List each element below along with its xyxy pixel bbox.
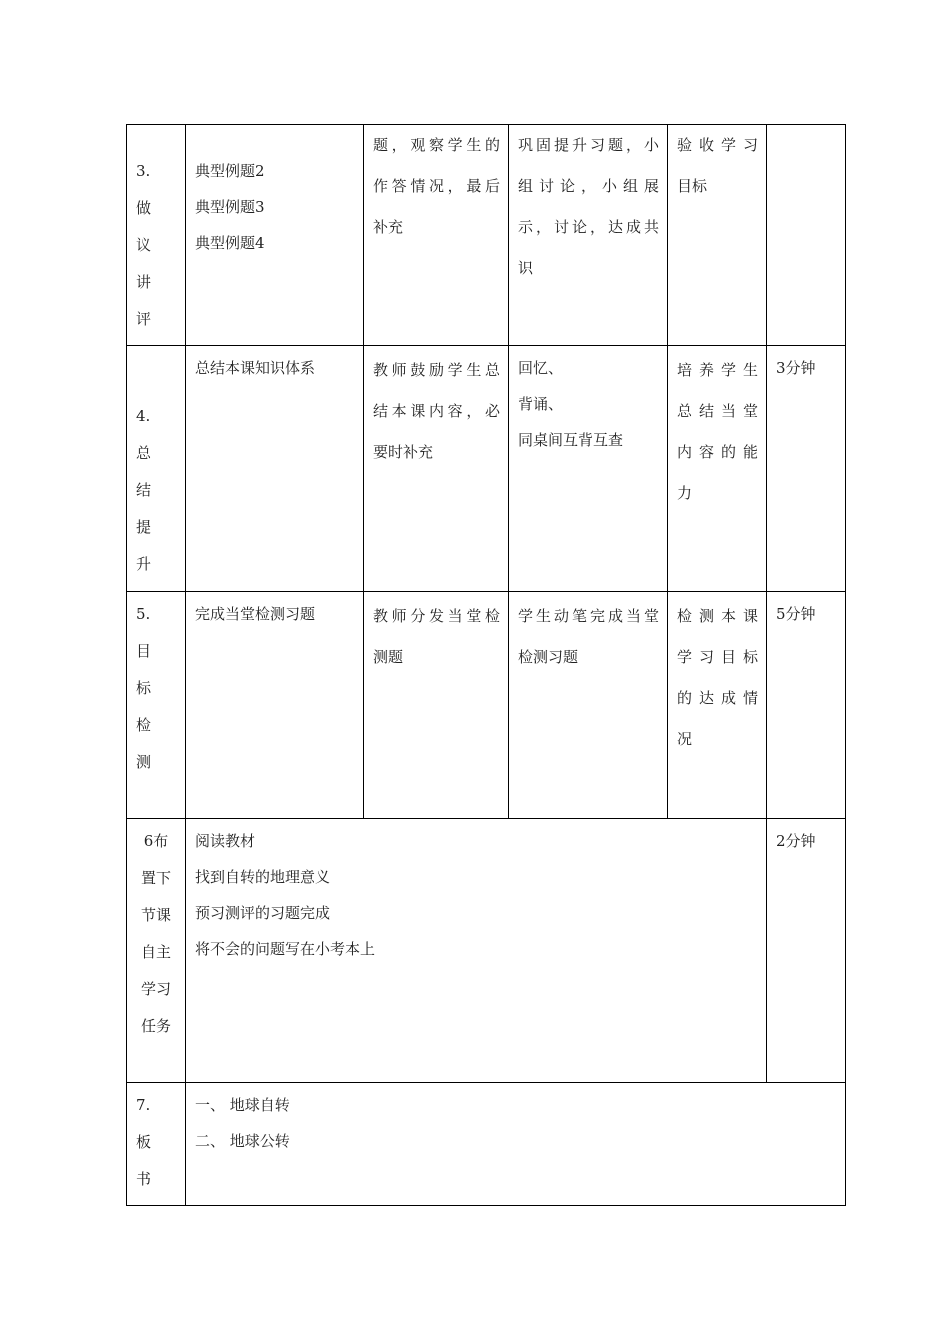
- student-text: 巩固提升习题，小: [518, 136, 659, 154]
- content-cell: [186, 592, 364, 819]
- content-text: 典型例题3: [195, 198, 265, 216]
- student-text: 组讨论，小组展: [518, 177, 659, 195]
- student-text: 学生动笔完成当堂: [518, 607, 659, 625]
- teacher-text: 要时补充: [373, 443, 434, 461]
- teacher-text: 测题: [373, 648, 404, 666]
- table-row: [127, 1083, 846, 1206]
- board-text: 二、 地球公转: [195, 1132, 290, 1150]
- teacher-activity-cell: [364, 592, 509, 819]
- stage-cell: [127, 125, 186, 346]
- teacher-text: 教师鼓励学生总: [373, 361, 500, 379]
- stage-text: 4.: [136, 407, 151, 425]
- content-text: 完成当堂检测习题: [195, 605, 316, 623]
- intent-text: 目标: [677, 177, 708, 195]
- stage-text: 讲: [136, 273, 152, 291]
- stage-cell: [127, 346, 186, 592]
- student-activity-cell: [509, 592, 668, 819]
- time-cell: [767, 346, 846, 592]
- time-cell: [767, 819, 846, 1083]
- stage-text: 节课: [140, 906, 171, 924]
- content-text: 典型例题4: [195, 234, 265, 252]
- task-cell: [186, 819, 767, 1083]
- intent-text: 检测本课: [677, 607, 758, 625]
- stage-text: 学习: [140, 980, 171, 998]
- stage-text: 提: [136, 518, 152, 536]
- intent-text: 况: [677, 730, 693, 748]
- teacher-text: 题，观察学生的: [373, 136, 500, 154]
- intent-text: 培养学生: [677, 361, 758, 379]
- intent-text: 内容的能: [677, 443, 758, 461]
- student-text: 背诵、: [518, 395, 564, 413]
- stage-text: 目: [136, 642, 152, 660]
- task-text: 阅读教材: [195, 832, 256, 850]
- teacher-activity-cell: [364, 346, 509, 592]
- content-text: 典型例题2: [195, 162, 265, 180]
- stage-text: 任务: [140, 1017, 171, 1035]
- time-text: 3分钟: [776, 359, 816, 377]
- stage-text: 总: [136, 444, 152, 462]
- stage-cell: [127, 819, 186, 1083]
- stage-text: 3.: [136, 162, 151, 180]
- intent-text: 力: [677, 484, 693, 502]
- time-cell: [767, 125, 846, 346]
- student-text: 示，讨论，达成共: [518, 218, 659, 236]
- task-text: 预习测评的习题完成: [195, 904, 331, 922]
- intent-text: 验收学习: [677, 136, 758, 154]
- student-activity-cell: [509, 125, 668, 346]
- student-text: 识: [518, 259, 534, 277]
- stage-text: 书: [136, 1170, 152, 1188]
- stage-text: 议: [136, 236, 152, 254]
- stage-text: 6布: [143, 832, 169, 850]
- teacher-text: 结本课内容，必: [373, 402, 500, 420]
- student-text: 同桌间互背互查: [518, 431, 624, 449]
- content-cell: [186, 125, 364, 346]
- stage-cell: [127, 592, 186, 819]
- teacher-text: 作答情况，最后: [373, 177, 500, 195]
- design-intent-cell: [668, 346, 767, 592]
- lesson-plan-table: [126, 124, 846, 1206]
- table-row: [127, 346, 846, 592]
- board-cell: [186, 1083, 846, 1206]
- intent-text: 的达成情: [677, 689, 758, 707]
- task-text: 找到自转的地理意义: [195, 868, 331, 886]
- stage-text: 评: [136, 310, 152, 328]
- content-cell: [186, 346, 364, 592]
- teacher-text: 补充: [373, 218, 404, 236]
- stage-cell: [127, 1083, 186, 1206]
- table-row: [127, 125, 846, 346]
- stage-text: 置下: [140, 869, 171, 887]
- stage-text: 结: [136, 481, 152, 499]
- teacher-text: 教师分发当堂检: [373, 607, 500, 625]
- stage-text: 自主: [140, 943, 171, 961]
- stage-text: 标: [136, 679, 152, 697]
- stage-text: 7.: [136, 1096, 151, 1114]
- time-text: 5分钟: [776, 605, 816, 623]
- stage-text: 升: [136, 555, 152, 573]
- student-text: 检测习题: [518, 648, 579, 666]
- stage-text: 板: [136, 1133, 152, 1151]
- student-text: 回忆、: [518, 359, 564, 377]
- board-text: 一、 地球自转: [195, 1096, 290, 1114]
- content-text: 总结本课知识体系: [195, 359, 316, 377]
- teacher-activity-cell: [364, 125, 509, 346]
- intent-text: 学习目标: [677, 648, 758, 666]
- design-intent-cell: [668, 125, 767, 346]
- design-intent-cell: [668, 592, 767, 819]
- intent-text: 总结当堂: [677, 402, 758, 420]
- time-text: 2分钟: [776, 832, 816, 850]
- table-row: [127, 592, 846, 819]
- table-row: [127, 819, 846, 1083]
- stage-text: 5.: [136, 605, 151, 623]
- stage-text: 测: [136, 753, 152, 771]
- stage-text: 做: [136, 199, 152, 217]
- task-text: 将不会的问题写在小考本上: [195, 940, 376, 958]
- student-activity-cell: [509, 346, 668, 592]
- stage-text: 检: [136, 716, 152, 734]
- time-cell: [767, 592, 846, 819]
